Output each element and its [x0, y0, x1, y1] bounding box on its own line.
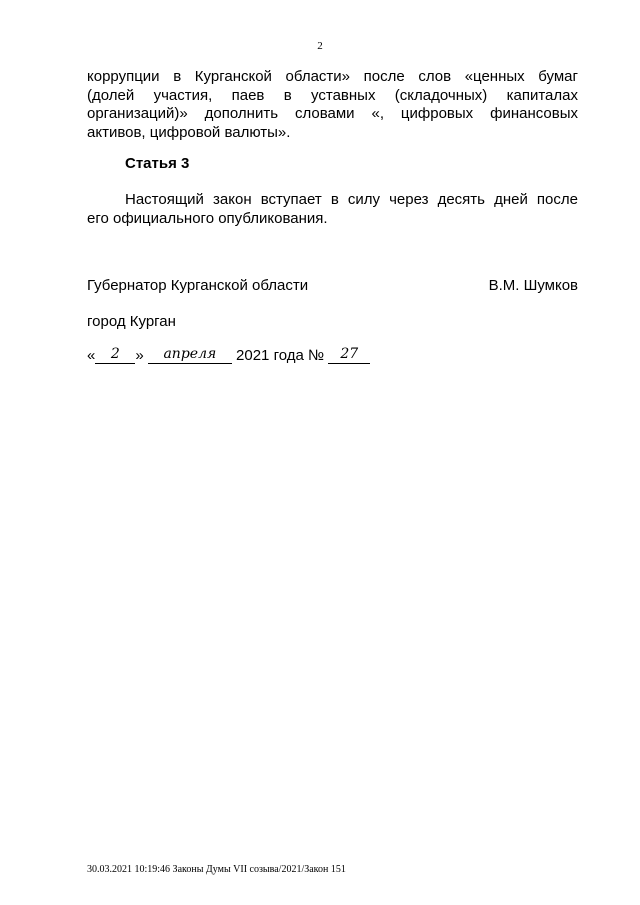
paragraph-line: коррупции в Курганской области» после слов «ценных бумаг	[87, 68, 578, 85]
day-field	[95, 346, 135, 364]
paragraph-line: (долей участия, паев в уставных (складочных) капиталах	[87, 86, 578, 104]
close-quote: »	[135, 347, 144, 364]
number-field	[328, 346, 370, 364]
number-handwritten: 27	[340, 346, 359, 362]
document-footer: 30.03.2021 10:19:46 Законы Думы VII созыва/2021/Закон 151	[87, 864, 346, 875]
year-text: 2021 года №	[236, 347, 325, 364]
page-number: 2	[317, 40, 323, 52]
governor-title: Губернатор Курганской области	[87, 277, 309, 294]
article-heading: Статья 3	[125, 155, 190, 172]
governor-name: В.М. Шумков	[488, 277, 578, 294]
month-handwritten: апреля	[163, 346, 217, 362]
city-name: город Курган	[87, 313, 176, 330]
paragraph-effective	[87, 191, 578, 228]
paragraph-line: организаций)» дополнить словами «, цифровых финансовых	[87, 105, 578, 122]
paragraph-line: Настоящий закон вступает в силу через десять дней после	[125, 191, 578, 208]
day-handwritten: 2	[110, 346, 120, 362]
date-line	[87, 346, 370, 364]
paragraph-line: его официального опубликования.	[87, 209, 328, 227]
paragraph-line: активов, цифровой валюты».	[87, 123, 291, 141]
open-quote: «	[87, 347, 96, 364]
paragraph-amendment	[87, 68, 578, 142]
month-field	[148, 346, 232, 364]
